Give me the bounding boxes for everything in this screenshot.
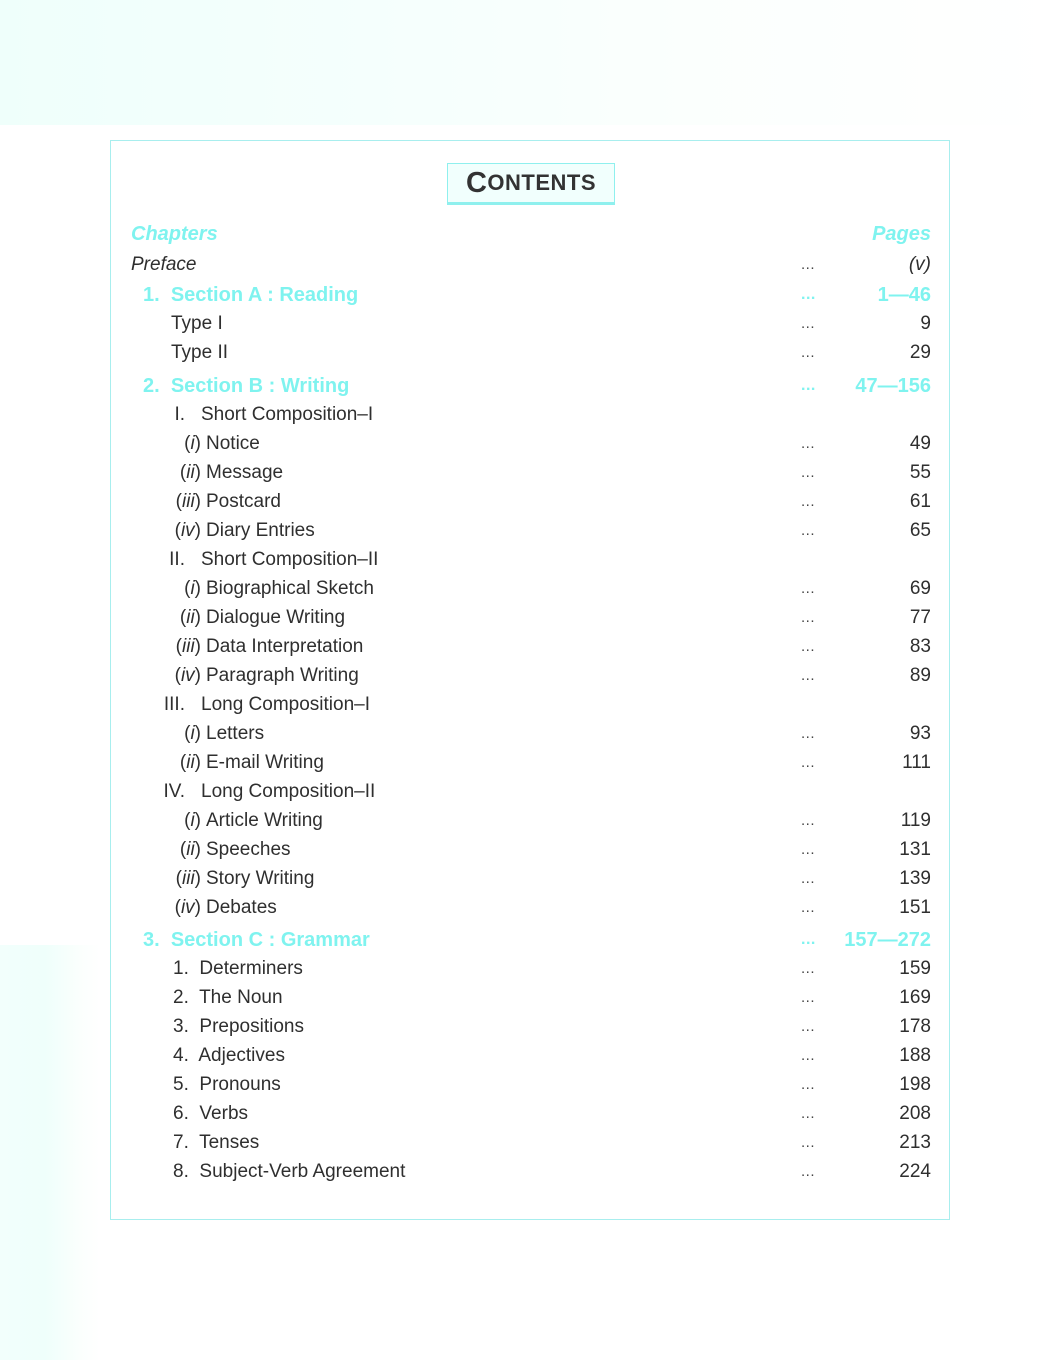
leader-dots: ... [801, 1076, 816, 1093]
page-number: 83 [909, 636, 931, 657]
entry-label: II. Short Composition–II [169, 549, 379, 570]
column-header-row [111, 221, 949, 247]
toc-entry-preface[interactable] [111, 252, 949, 278]
page-number: (v) [908, 254, 931, 275]
entry-label: Preface [131, 254, 197, 275]
leader-dots: ... [801, 256, 816, 273]
entry-label: (iii) Data Interpretation [175, 636, 364, 657]
page-number: 224 [899, 1161, 931, 1182]
entry-label: 3. Section C : Grammar [143, 929, 370, 951]
entry-label: (i) Letters [184, 723, 265, 744]
page-number: 151 [899, 897, 931, 918]
entry-label: (iii) Story Writing [175, 868, 315, 889]
page-number: 111 [902, 752, 931, 773]
toc-entry-type-ii[interactable] [111, 340, 949, 366]
toc-entry-pronouns[interactable] [111, 1072, 949, 1098]
page-number: 131 [899, 839, 931, 860]
entry-label: I. Short Composition–I [174, 404, 374, 425]
page-number: 159 [899, 958, 931, 979]
page-number: 89 [909, 665, 931, 686]
contents-title [447, 163, 615, 205]
entry-label: 7. Tenses [173, 1132, 260, 1153]
toc-section-b[interactable] [111, 373, 949, 399]
toc-subsection-short-composition-i[interactable] [111, 402, 949, 428]
contents-page [110, 140, 950, 1220]
entry-label: 2. The Noun [173, 987, 283, 1008]
entry-label: IV. Long Composition–II [163, 781, 376, 802]
toc-section-c[interactable] [111, 927, 949, 953]
leader-dots: ... [801, 286, 816, 303]
entry-label: 2. Section B : Writing [143, 375, 350, 397]
toc-entry-message[interactable] [111, 460, 949, 486]
entry-label: (iv) Debates [174, 897, 277, 918]
toc-entry-determiners[interactable] [111, 956, 949, 982]
entry-label: 6. Verbs [173, 1103, 249, 1124]
leader-dots: ... [801, 1105, 816, 1122]
toc-entry-biographical-sketch[interactable] [111, 576, 949, 602]
toc-subsection-long-composition-ii[interactable] [111, 779, 949, 805]
entry-label: (iv) Diary Entries [174, 520, 315, 541]
page-number: 213 [899, 1132, 931, 1153]
leader-dots: ... [801, 931, 816, 948]
page-number: 93 [909, 723, 931, 744]
toc-entry-paragraph-writing[interactable] [111, 663, 949, 689]
page-number: 61 [909, 491, 931, 512]
leader-dots: ... [801, 812, 816, 829]
leader-dots: ... [801, 464, 816, 481]
entry-label: (ii) Message [179, 462, 284, 483]
left-background-strip [0, 945, 100, 1360]
entry-label: Type II [171, 342, 229, 363]
toc-entry-article-writing[interactable] [111, 808, 949, 834]
toc-entry-letters[interactable] [111, 721, 949, 747]
entry-label: (iii) Postcard [175, 491, 281, 512]
leader-dots: ... [801, 493, 816, 510]
leader-dots: ... [801, 1018, 816, 1035]
page-number: 169 [899, 987, 931, 1008]
page-number: 77 [909, 607, 931, 628]
entry-label: III. Long Composition–I [163, 694, 370, 715]
entry-label: 4. Adjectives [173, 1045, 285, 1066]
toc-subsection-long-composition-i[interactable] [111, 692, 949, 718]
leader-dots: ... [801, 960, 816, 977]
leader-dots: ... [801, 580, 816, 597]
entry-label: 5. Pronouns [173, 1074, 281, 1095]
leader-dots: ... [801, 609, 816, 626]
title-initial: C [465, 166, 488, 199]
entry-label: (iv) Paragraph Writing [174, 665, 359, 686]
toc-entry-debates[interactable] [111, 895, 949, 921]
entry-label: (ii) E-mail Writing [179, 752, 324, 773]
page-number: 188 [899, 1045, 931, 1066]
toc-entry-tenses[interactable] [111, 1130, 949, 1156]
leader-dots: ... [801, 841, 816, 858]
leader-dots: ... [801, 435, 816, 452]
toc-subsection-short-composition-ii[interactable] [111, 547, 949, 573]
title-rest: ONTENTS [487, 170, 597, 195]
leader-dots: ... [801, 899, 816, 916]
leader-dots: ... [801, 725, 816, 742]
toc-entry-story-writing[interactable] [111, 866, 949, 892]
toc-entry-prepositions[interactable] [111, 1014, 949, 1040]
page-number: 29 [909, 342, 931, 363]
entry-label: (ii) Speeches [179, 839, 291, 860]
toc-section-a[interactable] [111, 282, 949, 308]
toc-entry-dialogue-writing[interactable] [111, 605, 949, 631]
page-number: 65 [909, 520, 931, 541]
toc-entry-notice[interactable] [111, 431, 949, 457]
chapters-header: Chapters [131, 223, 218, 245]
entry-label: 3. Prepositions [173, 1016, 304, 1037]
toc-entry-diary-entries[interactable] [111, 518, 949, 544]
pages-header: Pages [872, 223, 931, 245]
page-number: 178 [899, 1016, 931, 1037]
page-number: 9 [920, 313, 931, 334]
page-number: 55 [909, 462, 931, 483]
page-number: 198 [899, 1074, 931, 1095]
page-range: 47—156 [855, 375, 931, 397]
leader-dots: ... [801, 522, 816, 539]
leader-dots: ... [801, 638, 816, 655]
toc-entry-adjectives[interactable] [111, 1043, 949, 1069]
page-range: 157—272 [844, 929, 931, 951]
toc-entry-speeches[interactable] [111, 837, 949, 863]
leader-dots: ... [801, 377, 816, 394]
leader-dots: ... [801, 1163, 816, 1180]
page-number: 208 [899, 1103, 931, 1124]
page-number: 49 [909, 433, 931, 454]
entry-label: 8. Subject-Verb Agreement [173, 1161, 406, 1182]
toc-entry-postcard[interactable] [111, 489, 949, 515]
leader-dots: ... [801, 989, 816, 1006]
page-number: 119 [900, 810, 931, 831]
entry-label: (i) Article Writing [184, 810, 323, 831]
leader-dots: ... [801, 870, 816, 887]
toc-entry-subject-verb-agreement[interactable] [111, 1159, 949, 1185]
page-range: 1—46 [877, 284, 931, 306]
toc-entry-verbs[interactable] [111, 1101, 949, 1127]
entry-label: (i) Biographical Sketch [184, 578, 374, 599]
page-number: 139 [899, 868, 931, 889]
leader-dots: ... [801, 315, 816, 332]
entry-label: (i) Notice [184, 433, 260, 454]
toc-entry-email-writing[interactable] [111, 750, 949, 776]
leader-dots: ... [801, 344, 816, 361]
leader-dots: ... [801, 1047, 816, 1064]
toc-entry-data-interpretation[interactable] [111, 634, 949, 660]
leader-dots: ... [801, 667, 816, 684]
top-background-band [0, 0, 1060, 125]
entry-label: 1. Determiners [173, 958, 303, 979]
entry-label: (ii) Dialogue Writing [179, 607, 346, 628]
leader-dots: ... [801, 754, 816, 771]
toc-entry-type-i[interactable] [111, 311, 949, 337]
entry-label: 1. Section A : Reading [143, 284, 359, 306]
entry-label: Type I [171, 313, 223, 334]
toc-entry-the-noun[interactable] [111, 985, 949, 1011]
leader-dots: ... [801, 1134, 816, 1151]
page-number: 69 [909, 578, 931, 599]
